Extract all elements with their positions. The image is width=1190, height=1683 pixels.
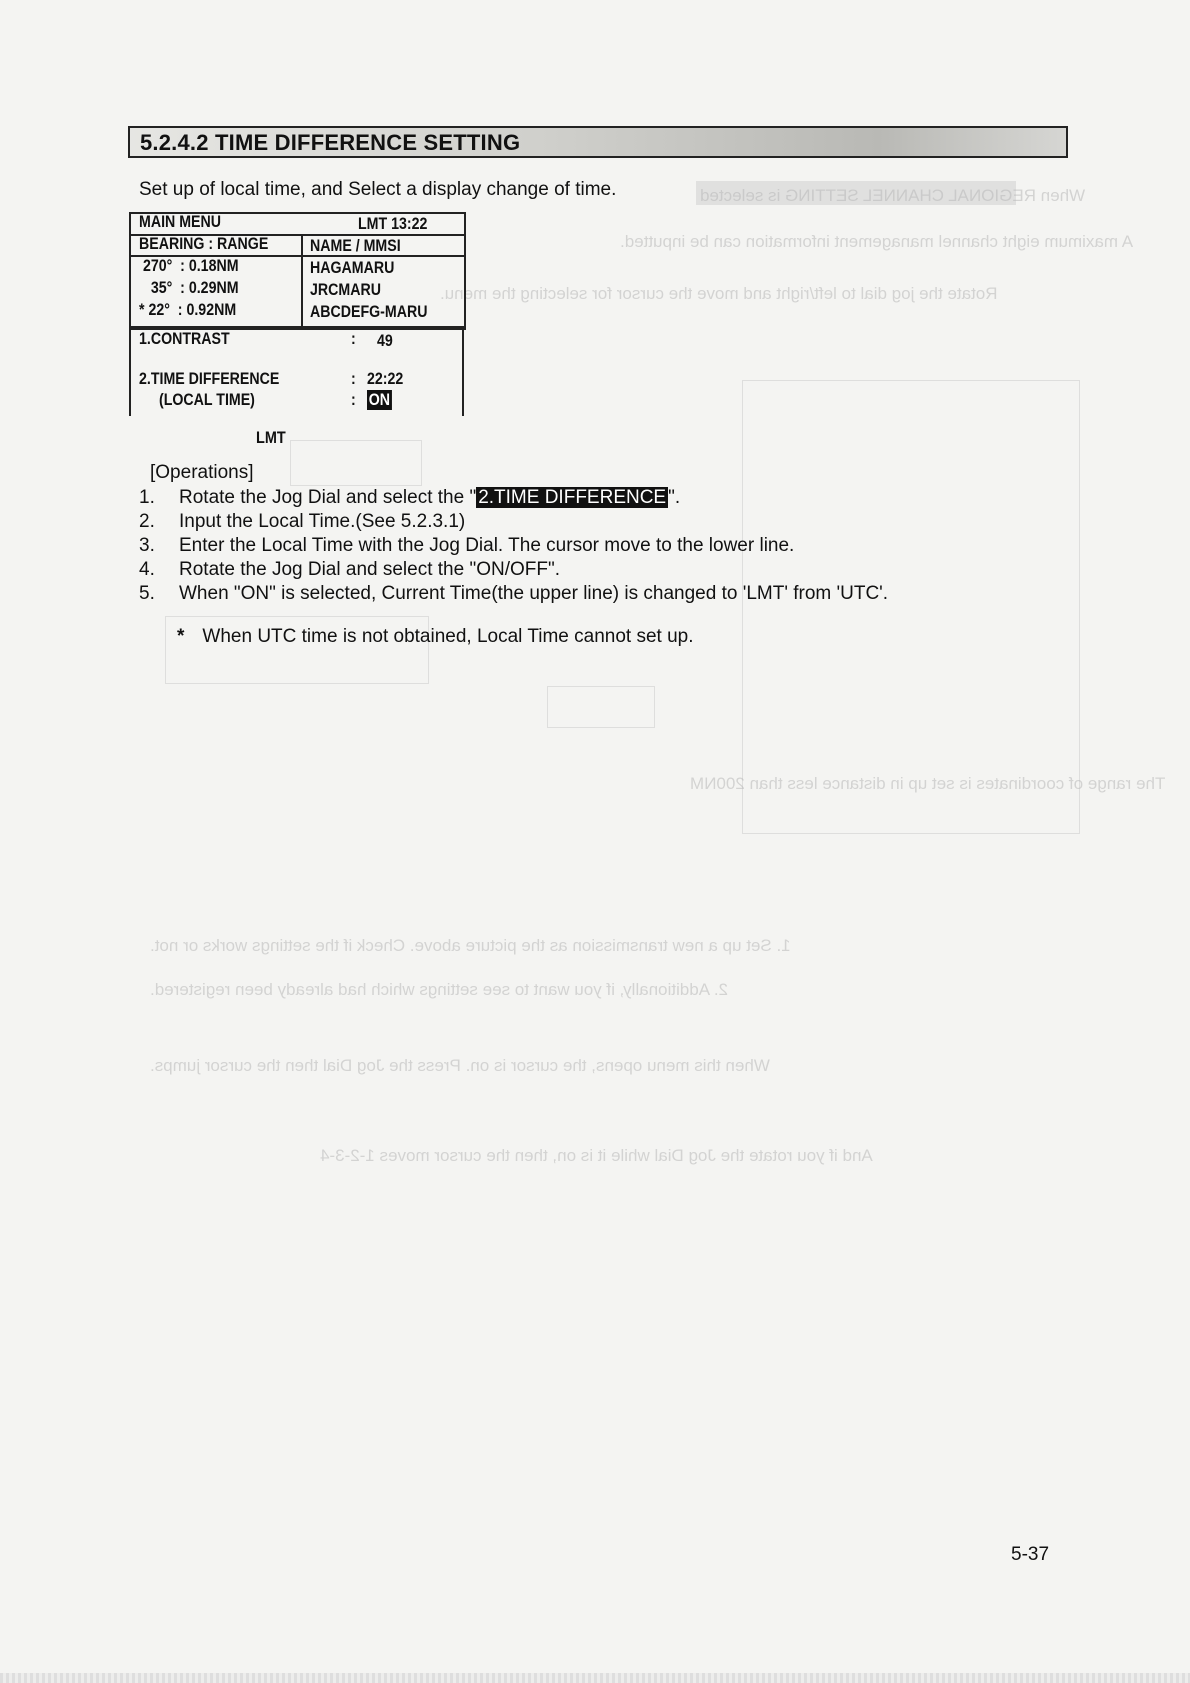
main-menu-display — [129, 212, 464, 416]
local-time-item-label: (LOCAL TIME) — [159, 391, 255, 409]
contrast-item-sep: : — [351, 330, 356, 348]
intro-text: Set up of local time, and Select a display change of time. — [139, 179, 617, 200]
bleed-through-text: And if you rotate the Jog Dial while it is on, then the cursor moves 1-2-3-4 — [320, 1146, 873, 1165]
step-text: Enter the Local Time with the Jog Dial. The cursor move to the lower line. — [179, 535, 795, 556]
menu-title: MAIN MENU — [139, 213, 221, 231]
time-difference-item-sep: : — [351, 370, 356, 388]
bleed-through-text: The range of coordinates is set up in distance less than 200NM — [690, 774, 1166, 793]
bearing-range-header: BEARING : RANGE — [139, 235, 269, 253]
bleed-through-menu-box — [742, 380, 1080, 834]
step-text: Rotate the Jog Dial and select the "ON/OFF". — [179, 559, 560, 580]
time-difference-highlight: 2.TIME DIFFERENCE — [478, 487, 667, 508]
bleed-through-text: When REGIONAL CHANNEL SETTING is selected — [700, 186, 1086, 205]
target-name: JRCMARU — [310, 281, 381, 299]
menu-left-border — [129, 326, 131, 416]
section-title: 5.2.4.2 TIME DIFFERENCE SETTING — [140, 130, 521, 155]
bleed-through-text: Rotate the jog dial to left/right and move the cursor for selecting the menu. — [440, 284, 998, 303]
bleed-through-small-box — [547, 686, 655, 728]
target-bearing-range: 270° : 0.18NM — [139, 257, 239, 275]
menu-right-border — [462, 326, 464, 416]
note-text: When UTC time is not obtained, Local Time cannot set up. — [202, 626, 694, 647]
target-name: HAGAMARU — [310, 259, 395, 277]
section-header-bar — [128, 126, 1068, 158]
step-text-post: ". — [668, 487, 681, 508]
step-number: 3. — [139, 535, 155, 556]
bleed-through-text: 1. Set up a new transmission as the picture above. Check if the settings works or not. — [150, 936, 791, 955]
menu-divider — [129, 326, 466, 328]
operations-heading: [Operations] — [150, 462, 254, 483]
step-text: Input the Local Time.(See 5.2.3.1) — [179, 511, 466, 532]
contrast-item-label: 1.CONTRAST — [139, 330, 230, 348]
utc-note — [177, 626, 693, 648]
menu-column-divider — [301, 234, 303, 328]
step-number: 4. — [139, 559, 155, 580]
bleed-through-small-box — [290, 440, 422, 486]
step-text — [179, 487, 680, 509]
step-number: 5. — [139, 583, 155, 604]
local-time-on-cursor: ON — [368, 391, 391, 409]
lmt-caption: LMT — [256, 428, 286, 447]
page-number: 5-37 — [1011, 1544, 1050, 1565]
step-number: 1. — [139, 487, 155, 508]
scan-edge — [0, 1673, 1190, 1683]
time-difference-item-value: 22:22 — [367, 370, 404, 388]
name-mmsi-header: NAME / MMSI — [310, 237, 401, 255]
step-number: 2. — [139, 511, 155, 532]
step-text: When "ON" is selected, Current Time(the upper line) is changed to 'LMT' from 'UTC'. — [179, 583, 889, 604]
target-bearing-range: 35° : 0.29NM — [139, 279, 239, 297]
bleed-through-text: 2. Additionally, if you want to see settings which had already been registered. — [150, 980, 729, 999]
time-difference-item-label: 2.TIME DIFFERENCE — [139, 370, 280, 388]
contrast-item-value: 49 — [377, 332, 393, 350]
local-time-item-sep: : — [351, 391, 356, 409]
bleed-through-text: A maximum eight channel management information can be inputted. — [620, 232, 1134, 251]
menu-clock: LMT 13:22 — [358, 215, 428, 233]
target-name: ABCDEFG-MARU — [310, 303, 428, 321]
target-bearing-range: * 22° : 0.92NM — [139, 301, 237, 319]
step-text-pre: Rotate the Jog Dial and select the " — [179, 487, 477, 508]
note-asterisk: * — [177, 626, 185, 647]
bleed-through-text: When this menu opens, the cursor is on. Press the Jog Dial then the cursor jumps. — [150, 1056, 770, 1075]
